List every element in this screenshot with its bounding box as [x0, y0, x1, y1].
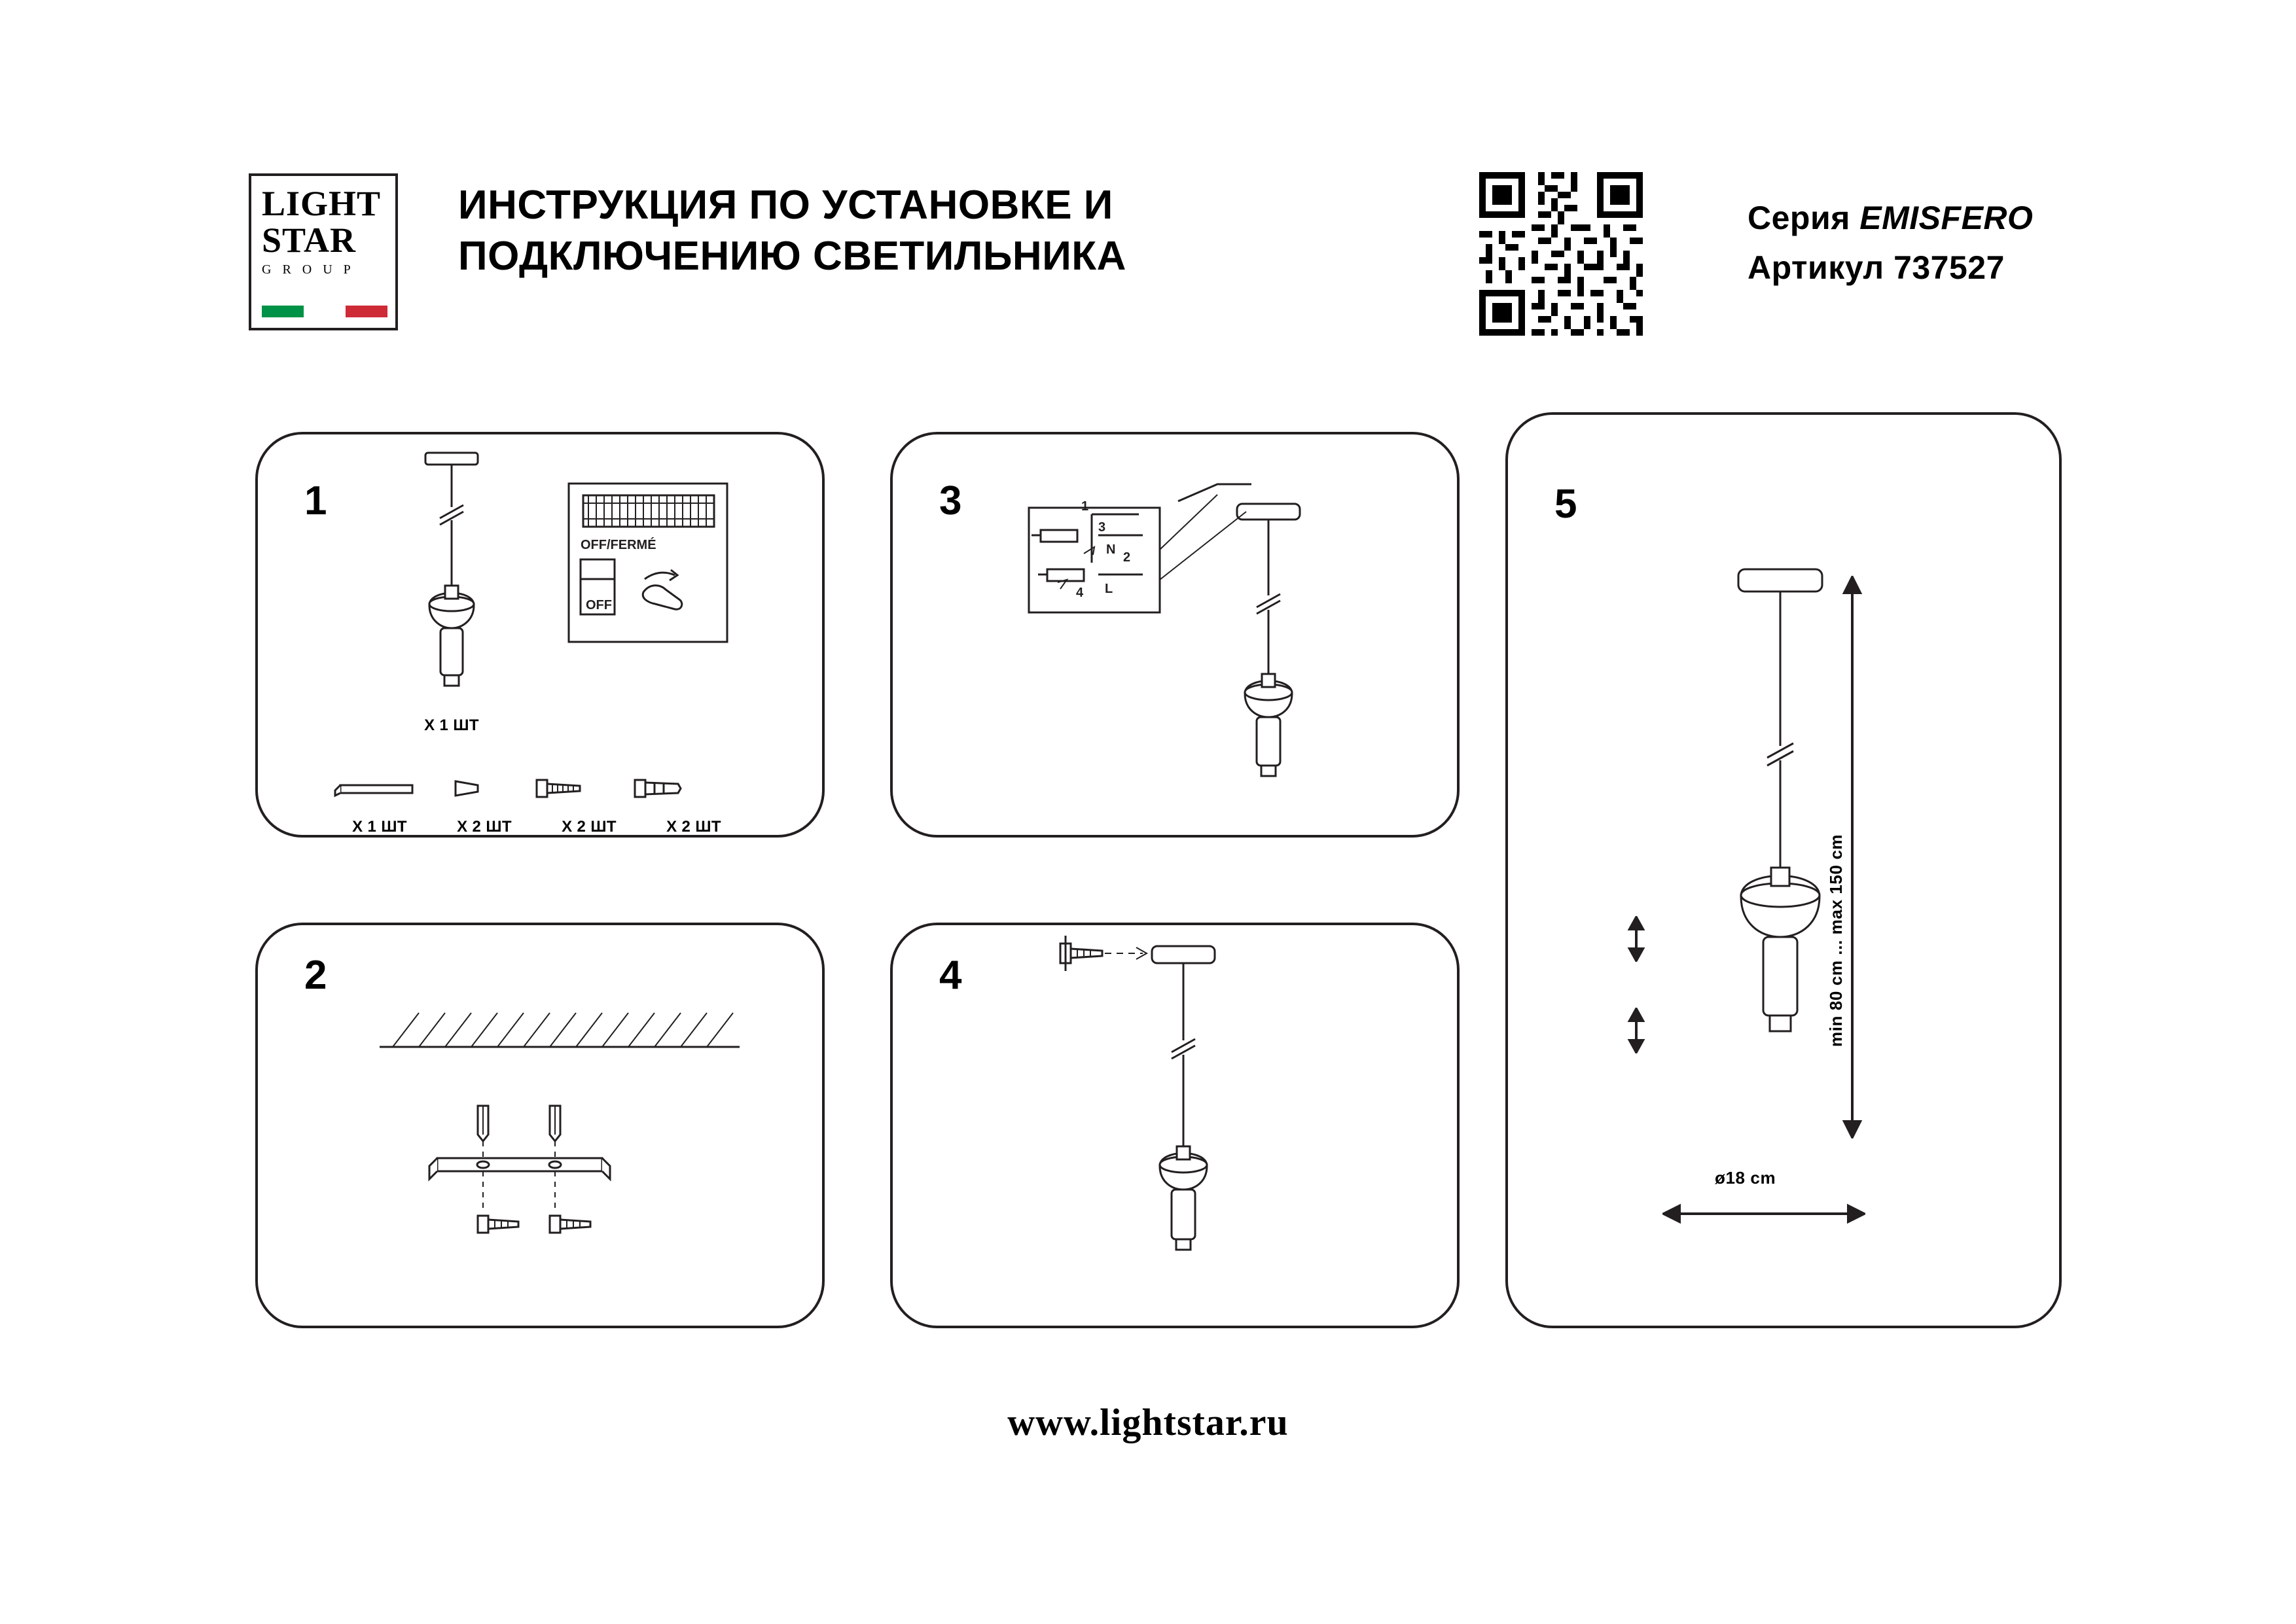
svg-text:3: 3 [1098, 520, 1106, 535]
part-qty-dowel: X 2 ШТ [666, 818, 721, 836]
logo-subtitle: G R O U P [262, 262, 355, 277]
header [249, 167, 2055, 337]
part-qty-small-screw: X 2 ШТ [457, 818, 512, 836]
svg-text:L: L [1105, 582, 1113, 596]
step-2-number: 2 [304, 953, 327, 998]
series-label: Серия [1748, 200, 1850, 236]
series-row [1748, 193, 2271, 243]
article-row [1748, 243, 2271, 292]
qr-code-icon [1479, 172, 1643, 336]
step-5-adjust-arrow-lower [1617, 1008, 1656, 1053]
step-5-diameter-label: ø18 cm [1715, 1168, 1776, 1188]
step-5-diameter-dimension [1662, 1201, 1865, 1227]
footer-website[interactable]: www.lightstar.ru [1007, 1401, 1289, 1443]
svg-text:OFF: OFF [586, 598, 612, 612]
step-1-switch-diagram [566, 481, 730, 644]
step-5-adjust-arrow-upper [1617, 916, 1656, 962]
step-1-lamp-diagram [367, 445, 537, 746]
svg-text:OFF/FERMÉ: OFF/FERMÉ [581, 538, 656, 552]
article-label: Артикул [1748, 249, 1884, 286]
svg-text:1: 1 [1081, 499, 1089, 514]
logo-line-2: STAR [262, 221, 357, 260]
step-5-height-label: min 80 cm ... max 150 cm [1826, 834, 1846, 1047]
step-1-lamp-qty: X 1 ШТ [424, 716, 479, 734]
italian-flag-icon [262, 306, 387, 317]
svg-text:N: N [1106, 542, 1116, 557]
series-value: EMISFERO [1859, 200, 2034, 236]
svg-text:2: 2 [1123, 550, 1131, 565]
brand-logo [249, 173, 398, 330]
page-title: ИНСТРУКЦИЯ ПО УСТАНОВКЕ И ПОДКЛЮЧЕНИЮ СВЕТИЛЬНИКА [458, 183, 1126, 279]
step-1-parts-row [327, 759, 746, 811]
step-3-number: 3 [939, 478, 962, 523]
step-4-number: 4 [939, 953, 962, 998]
step-1-number: 1 [304, 478, 327, 523]
part-qty-bracket: X 1 ШТ [352, 818, 407, 836]
article-value: 737527 [1893, 249, 2005, 286]
product-info [1748, 193, 2271, 292]
logo-line-1: LIGHT [262, 184, 382, 223]
part-qty-long-screw: X 2 ШТ [562, 818, 617, 836]
svg-text:4: 4 [1076, 586, 1084, 600]
step-5-number: 5 [1554, 482, 1577, 527]
step-2-ceiling-mount-diagram [367, 975, 772, 1302]
step-4-fixing-diagram [1021, 916, 1440, 1322]
step-3-wiring-diagram [1021, 458, 1440, 824]
